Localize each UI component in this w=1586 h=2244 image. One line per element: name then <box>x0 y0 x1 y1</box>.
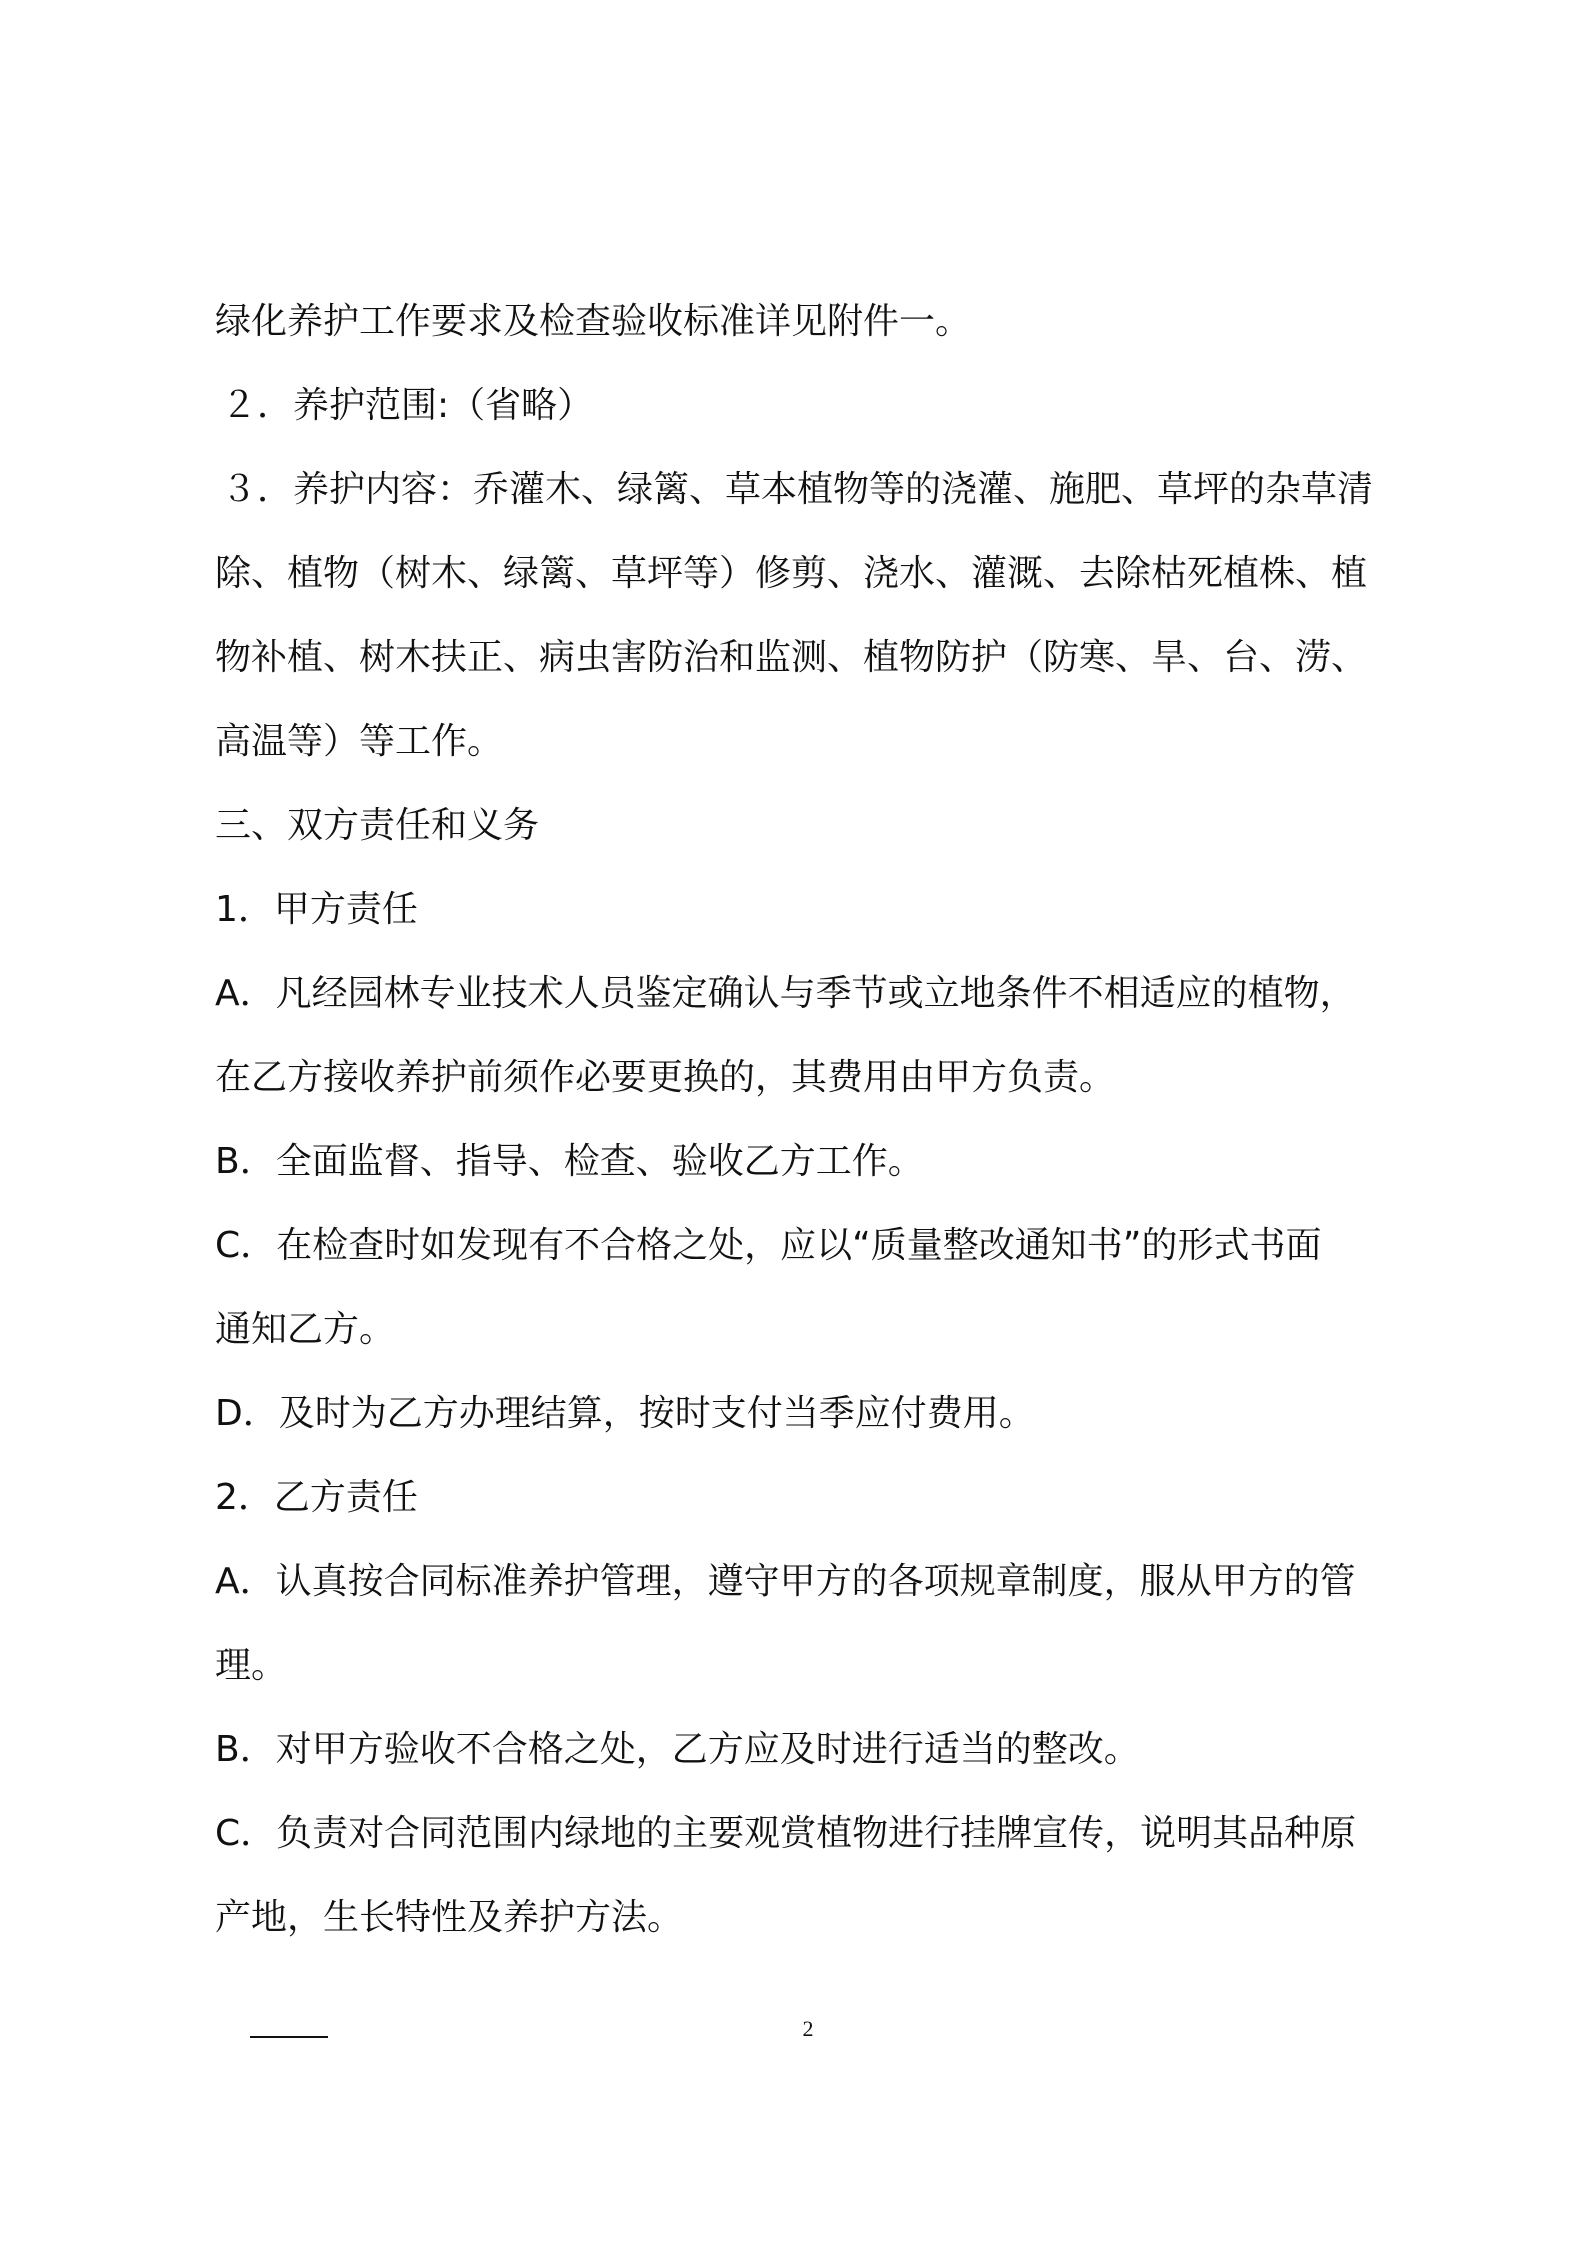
text-line: 高温等）等工作。 <box>215 721 504 762</box>
document-body <box>215 280 1415 1960</box>
text-line: C．在检查时如发现有不合格之处，应以“质量整改通知书”的形式书面 <box>215 1225 1322 1266</box>
text-line: A．认真按合同标准养护管理，遵守甲方的各项规章制度，服从甲方的管 <box>215 1561 1356 1602</box>
subsection-heading: 2．乙方责任 <box>215 1477 418 1518</box>
text-line: 在乙方接收养护前须作必要更换的，其费用由甲方负责。 <box>215 1057 1116 1098</box>
text-line: 除、植物（树木、绿篱、草坪等）修剪、浇水、灌溉、去除枯死植株、植 <box>215 553 1368 594</box>
text-line: B．对甲方验收不合格之处，乙方应及时进行适当的整改。 <box>215 1729 1140 1770</box>
text-line: A．凡经园林专业技术人员鉴定确认与季节或立地条件不相适应的植物， <box>215 973 1356 1014</box>
footer-rule <box>250 2036 328 2038</box>
text-line: C．负责对合同范围内绿地的主要观赏植物进行挂牌宣传，说明其品种原 <box>215 1813 1357 1854</box>
subsection-heading: 1．甲方责任 <box>215 889 418 930</box>
text-line: 产地，生长特性及养护方法。 <box>215 1897 684 1938</box>
page-number: 2 <box>802 2016 814 2041</box>
text-line: D．及时为乙方办理结算，按时支付当季应付费用。 <box>215 1393 1035 1434</box>
text-line: ２．养护范围:（省略） <box>221 385 594 426</box>
text-line: B．全面监督、指导、检查、验收乙方工作。 <box>215 1141 924 1182</box>
text-line: 通知乙方。 <box>215 1309 396 1350</box>
section-heading: 三、双方责任和义务 <box>215 805 540 846</box>
text-line: 绿化养护工作要求及检查验收标准详见附件一。 <box>215 301 972 342</box>
text-line: ３．养护内容：乔灌木、绿篱、草本植物等的浇灌、施肥、草坪的杂草清 <box>221 469 1374 510</box>
text-line: 理。 <box>215 1645 288 1686</box>
text-line: 物补植、树木扶正、病虫害防治和监测、植物防护（防寒、旱、台、涝、 <box>215 637 1368 678</box>
